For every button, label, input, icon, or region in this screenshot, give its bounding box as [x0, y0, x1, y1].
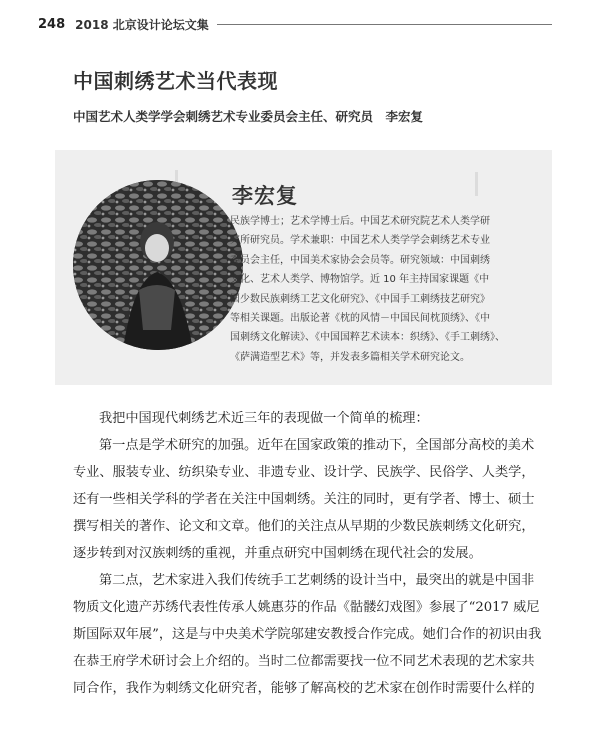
author-bio-text — [230, 212, 550, 367]
header-rule — [217, 24, 552, 25]
book-title: 2018 北京设计论坛文集 — [75, 17, 209, 32]
body-line: 撰写相关的著作、论文和文章。他们的关注点从早期的少数民族刺绣文化研究， — [73, 519, 535, 534]
bio-line: 国少数民族刺绣工艺文化研究》、《中国手工刺绣技艺研究》 — [230, 293, 490, 305]
page-number: 248 — [38, 16, 66, 32]
bio-line: 国刺绣文化解读》、《中国国粹艺术读本：织绣》、《手工刺绣》、 — [230, 332, 505, 344]
body-line: 第二点，艺术家进入我们传统手工艺刺绣的设计当中，最突出的就是中国非 — [99, 573, 535, 588]
bio-line: 等相关课题。出版论著《枕的风情－中国民间枕顶绣》、《中 — [230, 313, 490, 325]
author-bio-panel — [55, 150, 552, 385]
body-line: 还有一些相关学科的学者在关注中国刺绣。关注的同时，更有学者、博士、硕士 — [73, 492, 535, 507]
body-line: 第一点是学术研究的加强。近年在国家政策的推动下，全国部分高校的美术 — [99, 438, 535, 453]
article-title: 中国刺绣艺术当代表现 — [73, 69, 278, 93]
author-affiliation: 中国艺术人类学学会刺绣艺术专业委员会主任、研究员 李宏复 — [73, 109, 424, 124]
bio-line: 民族学博士；艺术学博士后。中国艺术研究院艺术人类学研 — [230, 216, 490, 227]
author-portrait — [73, 180, 243, 350]
body-line: 在恭王府学术研讨会上介绍的。当时二位都需要找一位不同艺术表现的艺术家共 — [73, 654, 535, 669]
body-line: 同合作，我作为刺绣文化研究者，能够了解高校的艺术家在创作时需要什么样的 — [73, 681, 535, 696]
bio-line: 文化、艺术人类学、博物馆学。近 10 年主持国家课题《中 — [230, 274, 490, 286]
body-line: 逐步转到对汉族刺绣的重视，并重点研究中国刺绣在现代社会的发展。 — [73, 546, 482, 561]
bio-line: 《萨满造型艺术》等，并发表多篇相关学术研究论文。 — [230, 351, 470, 363]
body-line: 专业、服装专业、纺织染专业、非遗专业、设计学、民族学、民俗学、人类学， — [73, 465, 535, 480]
bio-line: 究所研究员。学术兼职：中国艺术人类学学会刺绣艺术专业 — [230, 235, 490, 247]
body-line: 斯国际双年展”，这是与中央美术学院邬建安教授合作完成。她们合作的初识由我 — [73, 627, 542, 642]
author-name: 李宏复 — [232, 184, 298, 208]
bio-line: 委员会主任，中国美术家协会会员等。研究领域：中国刺绣 — [230, 254, 490, 266]
article-body — [73, 405, 542, 702]
body-line: 物质文化遗产苏绣代表性传承人姚惠芬的作品《骷髅幻戏图》参展了“2017 威尼 — [73, 600, 540, 615]
body-line: 我把中国现代刺绣艺术近三年的表现做一个简单的梳理： — [99, 411, 429, 426]
running-header — [38, 14, 552, 34]
